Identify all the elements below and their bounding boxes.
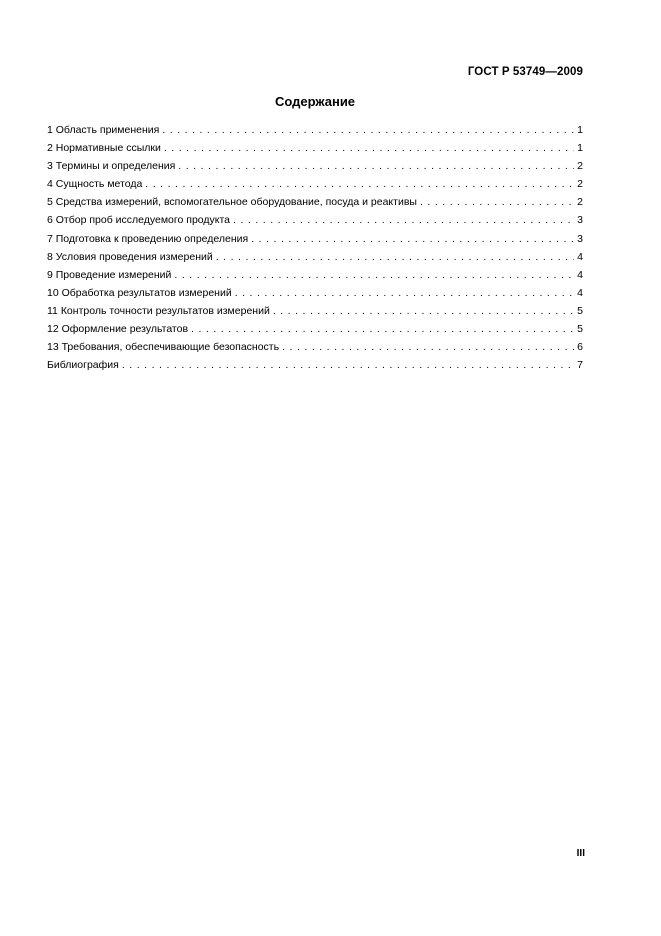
toc-dot-leader [145,175,574,193]
toc-entry[interactable] [47,302,583,320]
toc-entry-page: 4 [577,268,583,281]
toc-entry-label: Библиография [47,359,119,372]
toc-entry[interactable] [47,338,583,356]
toc-entry[interactable] [47,175,583,193]
toc-entry[interactable] [47,284,583,302]
toc-dot-leader [420,193,574,211]
toc-entry-label: 12 Оформление результатов [47,323,189,336]
toc-entry-page: 3 [577,232,583,245]
toc-entry-page: 2 [577,196,583,209]
toc-entry[interactable] [47,121,583,139]
toc-dot-leader [233,211,574,229]
document-code: ГОСТ Р 53749—2009 [467,66,583,78]
toc-dot-leader [273,302,574,320]
toc-entry-label: 5 Средства измерений, вспомогательное оборудование, посуда и реактивы [47,196,417,209]
toc-entry-page: 4 [577,286,583,299]
toc-entry-label: 3 Термины и определения [47,160,176,173]
table-of-contents [47,121,583,374]
toc-dot-leader [122,356,574,374]
toc-entry[interactable] [47,211,583,229]
toc-entry-label: 1 Область применения [47,124,160,136]
toc-dot-leader [216,248,574,266]
toc-entry-page: 1 [577,142,583,155]
toc-entry-label: 13 Требования, обеспечивающие безопасность [47,341,280,354]
toc-entry[interactable] [47,230,583,248]
toc-entry-page: 1 [577,124,583,136]
toc-dot-leader [174,266,574,284]
toc-entry-label: 4 Сущность метода [47,178,143,191]
toc-entry[interactable] [47,356,583,374]
toc-entry[interactable] [47,157,583,175]
toc-entry[interactable] [47,193,583,211]
toc-entry-label: 10 Обработка результатов измерений [47,286,232,299]
toc-title: Содержание [274,94,356,109]
toc-dot-leader [164,139,574,157]
toc-entry[interactable] [47,320,583,338]
toc-dot-leader [235,284,574,302]
toc-entry-page: 2 [577,178,583,191]
toc-dot-leader [178,157,574,175]
toc-dot-leader [191,320,574,338]
toc-dot-leader [251,230,574,248]
toc-entry-page: 5 [577,304,583,317]
toc-dot-leader [282,338,574,356]
toc-entry[interactable] [47,248,583,266]
toc-entry-page: 7 [577,359,583,372]
toc-entry[interactable] [47,139,583,157]
toc-dot-leader [162,121,574,139]
toc-entry-page: 5 [577,323,583,336]
toc-entry-page: 2 [577,160,583,173]
toc-entry-label: 2 Нормативные ссылки [47,142,161,155]
toc-entry-label: 11 Контроль точности результатов измерений [47,304,270,317]
toc-entry-page: 6 [577,341,583,354]
toc-entry-page: 3 [577,214,583,227]
toc-entry[interactable] [47,266,583,284]
toc-entry-label: 6 Отбор проб исследуемого продукта [47,214,231,227]
page-number: III [576,848,585,859]
toc-entry-page: 4 [577,250,583,263]
toc-entry-label: 8 Условия проведения измерений [47,250,213,263]
toc-entry-label: 9 Проведение измерений [47,268,172,281]
toc-entry-label: 7 Подготовка к проведению определения [47,232,249,245]
